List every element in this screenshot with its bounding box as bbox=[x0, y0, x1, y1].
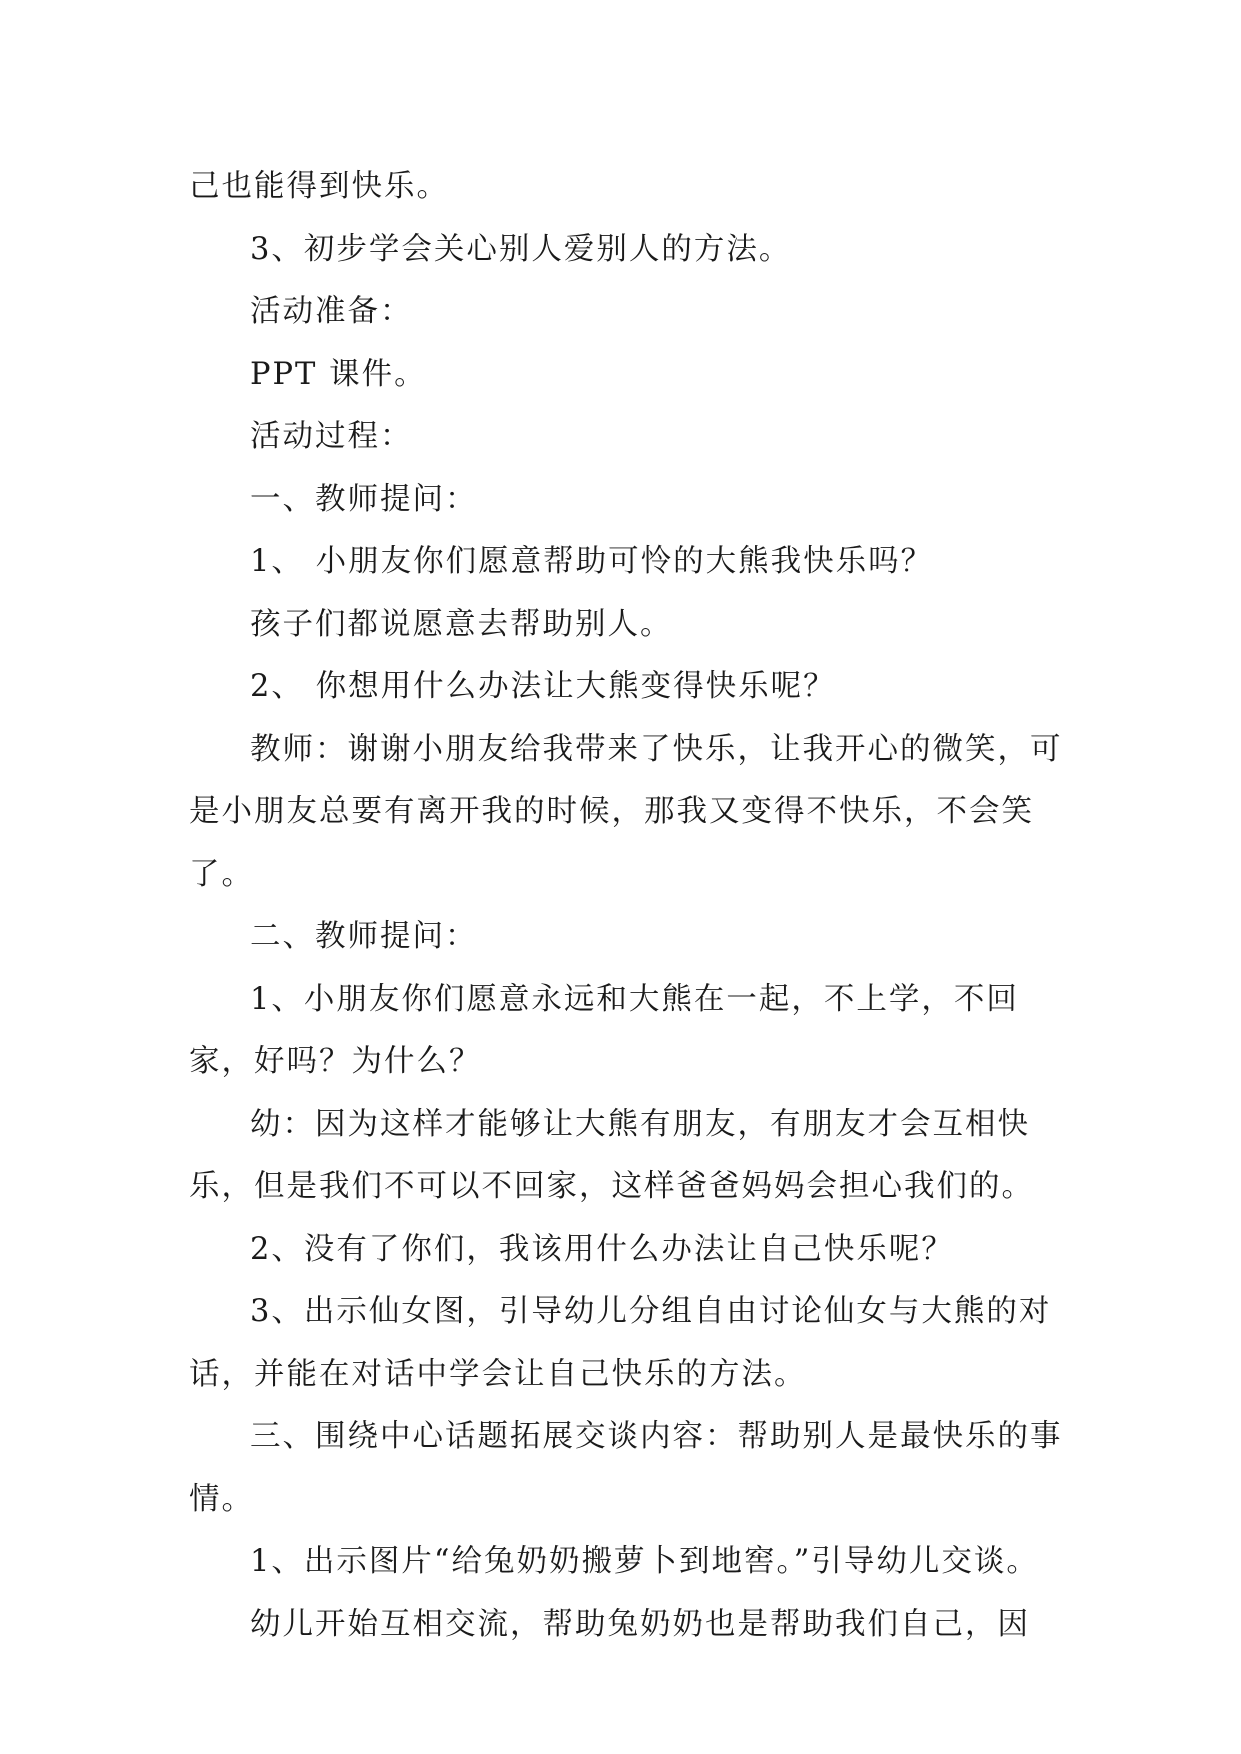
heading-activity-process: 活动过程： bbox=[250, 419, 413, 454]
paragraph-question-1-2: 2、 你想用什么办法让大熊变得快乐呢？ bbox=[250, 669, 836, 704]
paragraph-ppt: PPT 课件。 bbox=[250, 356, 427, 392]
paragraph-goal-3: 3、初步学会关心别人爱别人的方法。 bbox=[250, 231, 792, 267]
paragraph-question-1-1: 1、 小朋友你们愿意帮助可怜的大熊我快乐吗？ bbox=[250, 544, 934, 579]
heading-section-1: 一、教师提问： bbox=[250, 481, 478, 517]
paragraph-continuation: 己也能得到快乐。 bbox=[189, 169, 449, 204]
paragraph-children-answer: 孩子们都说愿意去帮助别人。 bbox=[250, 606, 673, 642]
paragraph-teacher-speech: 教师：谢谢小朋友给我带来了快乐，让我开心的微笑，可是小朋友总要有离开我的时候，那我又变得不快乐，不会笑了。 bbox=[189, 731, 1063, 892]
paragraph-question-2-3: 3、出示仙女图，引导幼儿分组自由讨论仙女与大熊的对话，并能在对话中学会让自己快乐的方法。 bbox=[189, 1294, 1052, 1392]
paragraph-question-2-1: 1、小朋友你们愿意永远和大熊在一起，不上学，不回家，好吗？为什么？ bbox=[189, 981, 1019, 1079]
heading-section-2: 二、教师提问： bbox=[250, 919, 478, 954]
heading-activity-preparation: 活动准备： bbox=[250, 294, 413, 329]
paragraph-question-2-2: 2、没有了你们，我该用什么办法让自己快乐呢？ bbox=[250, 1231, 954, 1267]
paragraph-children-exchange: 幼儿开始互相交流，帮助兔奶奶也是帮助我们自己，因 bbox=[250, 1606, 1030, 1642]
paragraph-child-answer: 幼：因为这样才能够让大熊有朋友，有朋友才会互相快乐，但是我们不可以不回家，这样爸爸妈妈会担心我们的。 bbox=[189, 1106, 1034, 1204]
paragraph-item-3-1: 1、出示图片“给兔奶奶搬萝卜到地窖。”引导幼儿交谈。 bbox=[250, 1544, 1039, 1579]
document-body bbox=[189, 156, 1069, 1656]
heading-section-3: 三、围绕中心话题拓展交谈内容：帮助别人是最快乐的事情。 bbox=[189, 1419, 1063, 1517]
